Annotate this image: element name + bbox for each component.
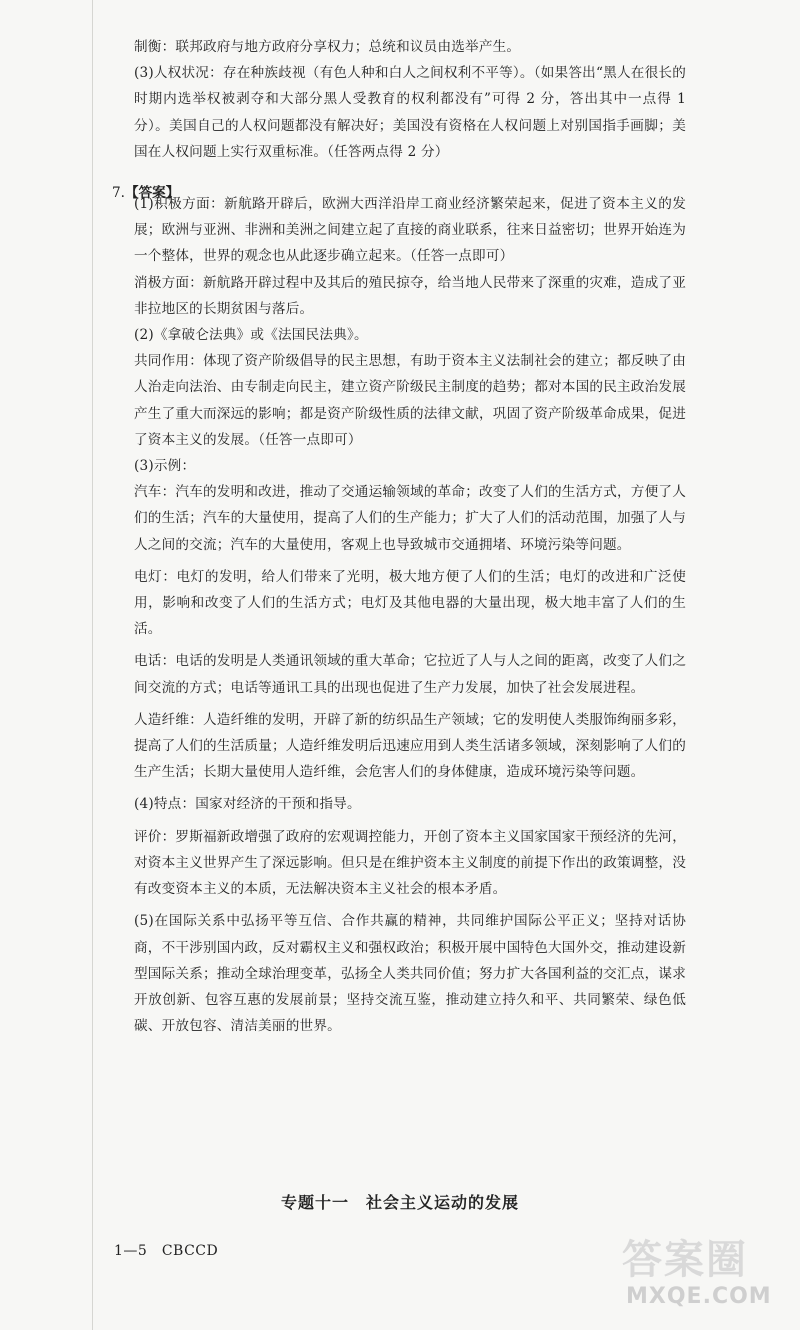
main-text xyxy=(134,34,686,1039)
question-label-spacer xyxy=(134,165,686,191)
watermark-text: 答案圈 xyxy=(622,1237,748,1283)
paragraph-human-rights: (3)人权状况：存在种族歧视（有色人种和白人之间权利不平等）。（如果答出“黑人在很长的时期内选举权被剥夺和大部分黑人受教育的权利都没有”可得 2 分，答出其中一点得 1 分）。美国自己的人权问题都没有解决好；美国没有资格在人权问题上对别国指手画脚；美国在人权问题上实行双重标准。（任答两点得 2 分） xyxy=(134,65,686,160)
margin-line xyxy=(92,0,93,1330)
answer-1-positive: (1)积极方面：新航路开辟后，欧洲大西洋沿岸工商业经济繁荣起来，促进了资本主义的发展；欧洲与亚洲、非洲和美洲之间建立起了直接的商业联系，往来日益密切；世界开始连为一个整体，世界的观念也从此逐步确立起来。（任答一点即可） xyxy=(134,196,686,265)
watermark-url: MXQE.COM xyxy=(626,1284,772,1309)
answer-3-lamp: 电灯：电灯的发明，给人们带来了光明，极大地方便了人们的生活；电灯的改进和广泛使用，影响和改变了人们的生活方式；电灯及其他电器的大量出现，极大地丰富了人们的生活。 xyxy=(134,568,686,638)
answer-2-code: (2)《拿破仑法典》或《法国民法典》。 xyxy=(134,327,368,344)
answer-3-telephone: 电话：电话的发明是人类通讯领域的重大革命；它拉近了人与人之间的距离，改变了人们之间交流的方式；电话等通讯工具的出现也促进了生产力发展，加快了社会发展进程。 xyxy=(134,653,686,696)
answer-4-feature: (4)特点：国家对经济的干预和指导。 xyxy=(134,796,361,813)
answer-1-negative: 消极方面：新航路开辟过程中及其后的殖民掠夺，给当地人民带来了深重的灾难，造成了亚非拉地区的长期贫困与落后。 xyxy=(134,274,686,317)
answer-5: (5)在国际关系中弘扬平等互信、合作共赢的精神，共同维护国际公平正义；坚持对话协商，不干涉别国内政，反对霸权主义和强权政治；积极开展中国特色大国外交，推动建设新型国际关系；推动全球治理变革，弘扬全人类共同价值；努力扩大各国利益的交汇点，谋求开放创新、包容互惠的发展前景；坚持交流互鉴，推动建立持久和平、共同繁荣、绿色低碳、开放包容、清洁美丽的世界。 xyxy=(134,913,686,1035)
choice-answers: 1—5 CBCCD xyxy=(114,1243,219,1259)
answer-4-evaluation: 评价：罗斯福新政增强了政府的宏观调控能力，开创了资本主义国家国家干预经济的先河，对资本主义世界产生了深远影响。但只是在维护资本主义制度的前提下作出的政策调整，没有改变资本主义的本质，无法解决资本主义社会的根本矛盾。 xyxy=(134,828,686,898)
paragraph-checks-balances: 制衡：联邦政府与地方政府分享权力；总统和议员由选举产生。 xyxy=(134,39,521,55)
section-title: 专题十一 社会主义运动的发展 xyxy=(280,1193,519,1212)
watermark-logo xyxy=(622,1228,772,1318)
answer-3-heading: (3)示例： xyxy=(134,458,196,475)
answer-2-effect: 共同作用：体现了资产阶级倡导的民主思想，有助于资本主义法制社会的建立；都反映了由人治走向法治、由专制走向民主，建立资产阶级民主制度的趋势；都对本国的民主政治发展产生了重大而深远的影响；都是资产阶级性质的法律文献，巩固了资产阶级革命成果，促进了资本主义的发展。（任答一点即可） xyxy=(134,353,686,448)
answer-3-car: 汽车：汽车的发明和改进，推动了交通运输领域的革命；改变了人们的生活方式，方便了人们的生活；汽车的大量使用，提高了人们的生产能力；扩大了人们的活动范围，加强了人与人之间的交流；汽车的大量使用，客观上也导致城市交通拥堵、环境污染等问题。 xyxy=(134,484,686,553)
answer-tag: 【答案】 xyxy=(124,185,180,201)
question-7-label xyxy=(112,180,179,206)
question-number: 7. xyxy=(112,185,125,201)
answer-3-fiber: 人造纤维：人造纤维的发明，开辟了新的纺织品生产领域；它的发明使人类服饰绚丽多彩，提高了人们的生活质量；人造纤维发明后迅速应用到人类生活诸多领域，深刻影响了人们的生产生活；长期大量使用人造纤维，会危害人们的身体健康，造成环境污染等问题。 xyxy=(134,711,686,781)
